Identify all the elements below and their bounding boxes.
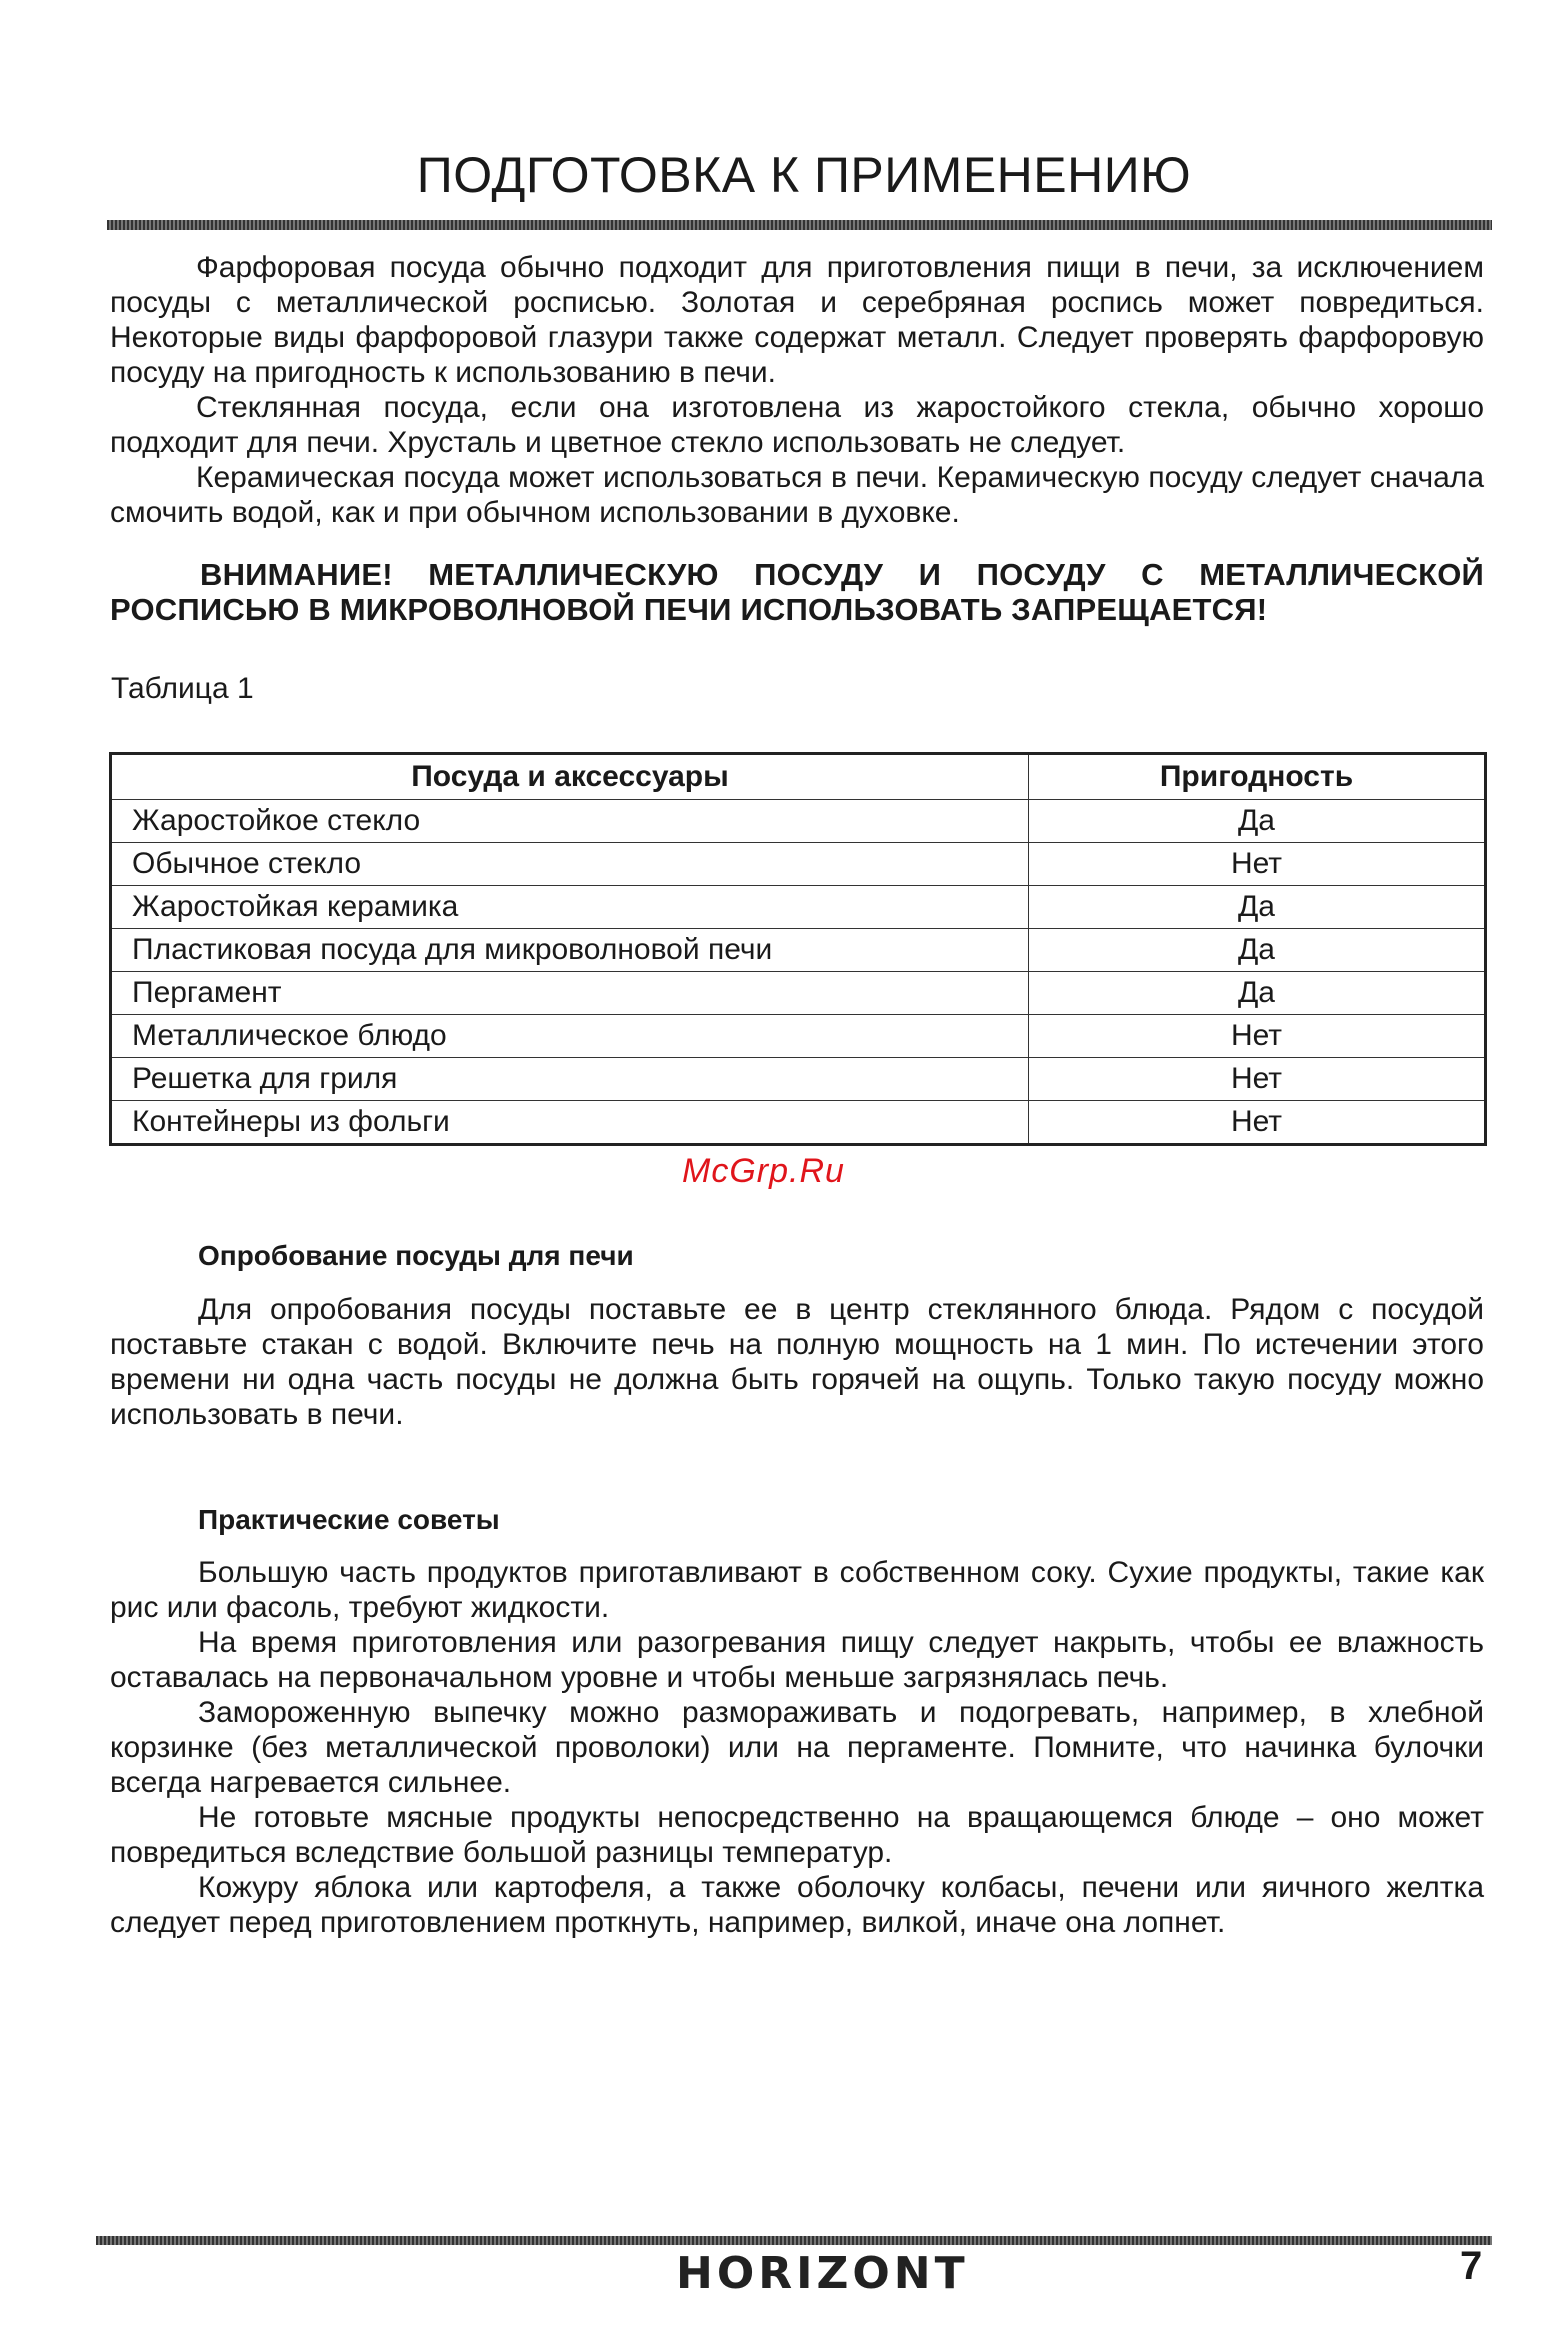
table-row xyxy=(111,1015,1486,1058)
item-cell: Жаростойкая керамика xyxy=(111,886,1029,929)
item-cell: Решетка для гриля xyxy=(111,1058,1029,1101)
suitability-cell: Нет xyxy=(1029,1058,1486,1101)
suitability-cell: Нет xyxy=(1029,1015,1486,1058)
paragraph: Фарфоровая посуда обычно подходит для приготовления пищи в печи, за исключением посуды с металлической росписью. Золотая и серебряная роспись может повредиться. Некоторые виды фарфоровой глазури также содержат металл. Следует проверять фарфоровую посуду на пригодность к использованию в печи. xyxy=(110,251,1484,389)
table-row xyxy=(111,929,1486,972)
item-cell: Металлическое блюдо xyxy=(111,1015,1029,1058)
suitability-cell: Да xyxy=(1029,886,1486,929)
paragraph: Замороженную выпечку можно размораживать и подогревать, например, в хлебной корзинке (без металлической проволоки) или на пергаменте. Помните, что начинка булочки всегда нагревается сильнее. xyxy=(110,1696,1484,1799)
footer-rule xyxy=(96,2236,1492,2245)
table-caption: Таблица 1 xyxy=(111,672,254,705)
column-header-item: Посуда и аксессуары xyxy=(111,754,1029,800)
table-row xyxy=(111,1101,1486,1145)
page-title: ПОДГОТОВКА К ПРИМЕНЕНИЮ xyxy=(416,147,1192,203)
table-row xyxy=(111,800,1486,843)
paragraph: Для опробования посуды поставьте ее в центр стеклянного блюда. Рядом с посудой поставьте стакан с водой. Включите печь на полную мощность на 1 мин. По истечении этого времени ни одна часть посуды не должна быть горячей на ощупь. Только такую посуду можно использовать в печи. xyxy=(110,1293,1484,1431)
page-number: 7 xyxy=(1460,2244,1483,2288)
utensils-table xyxy=(109,752,1487,1146)
item-cell: Пергамент xyxy=(111,972,1029,1015)
item-cell: Обычное стекло xyxy=(111,843,1029,886)
paragraph: Кожуру яблока или картофеля, а также оболочку колбасы, печени или яичного желтка следует перед приготовлением проткнуть, например, вилкой, иначе она лопнет. xyxy=(110,1871,1484,1939)
item-cell: Пластиковая посуда для микроволновой печи xyxy=(111,929,1029,972)
suitability-cell: Да xyxy=(1029,800,1486,843)
suitability-cell: Нет xyxy=(1029,843,1486,886)
paragraph: Не готовьте мясные продукты непосредственно на вращающемся блюде – оно может повредиться вследствие большой разницы температур. xyxy=(110,1801,1484,1869)
item-cell: Жаростойкое стекло xyxy=(111,800,1029,843)
suitability-cell: Нет xyxy=(1029,1101,1486,1145)
table-row xyxy=(111,843,1486,886)
warning-notice: ВНИМАНИЕ! МЕТАЛЛИЧЕСКУЮ ПОСУДУ И ПОСУДУ С МЕТАЛЛИЧЕСКОЙ РОСПИСЬЮ В МИКРОВОЛНОВОЙ ПЕЧИ ИСПОЛЬЗОВАТЬ ЗАПРЕЩАЕТСЯ! xyxy=(110,557,1484,627)
testing-text xyxy=(110,1292,1484,1432)
table-header-row xyxy=(111,754,1486,800)
column-header-suitability: Пригодность xyxy=(1029,754,1486,800)
item-cell: Контейнеры из фольги xyxy=(111,1101,1029,1145)
table-row xyxy=(111,886,1486,929)
paragraph: На время приготовления или разогревания пищу следует накрыть, чтобы ее влажность оставалась на первоначальном уровне и чтобы меньше загрязнялась печь. xyxy=(110,1626,1484,1694)
tips-heading: Практические советы xyxy=(198,1504,500,1535)
table-row xyxy=(111,1058,1486,1101)
paragraph: Большую часть продуктов приготавливают в собственном соку. Сухие продукты, такие как рис или фасоль, требуют жидкости. xyxy=(110,1556,1484,1624)
watermark-link[interactable]: McGrp.Ru xyxy=(682,1152,845,1190)
intro-text xyxy=(110,250,1484,530)
header-rule xyxy=(107,220,1492,230)
suitability-cell: Да xyxy=(1029,972,1486,1015)
brand-logo: HORIZONT xyxy=(676,2248,969,2299)
paragraph: Стеклянная посуда, если она изготовлена из жаростойкого стекла, обычно хорошо подходит для печи. Хрусталь и цветное стекло использовать не следует. xyxy=(110,391,1484,459)
tips-text xyxy=(110,1555,1484,1940)
testing-heading: Опробование посуды для печи xyxy=(198,1240,634,1271)
paragraph: Керамическая посуда может использоваться в печи. Керамическую посуду следует сначала смочить водой, как и при обычном использовании в духовке. xyxy=(110,461,1484,529)
suitability-cell: Да xyxy=(1029,929,1486,972)
table-row xyxy=(111,972,1486,1015)
